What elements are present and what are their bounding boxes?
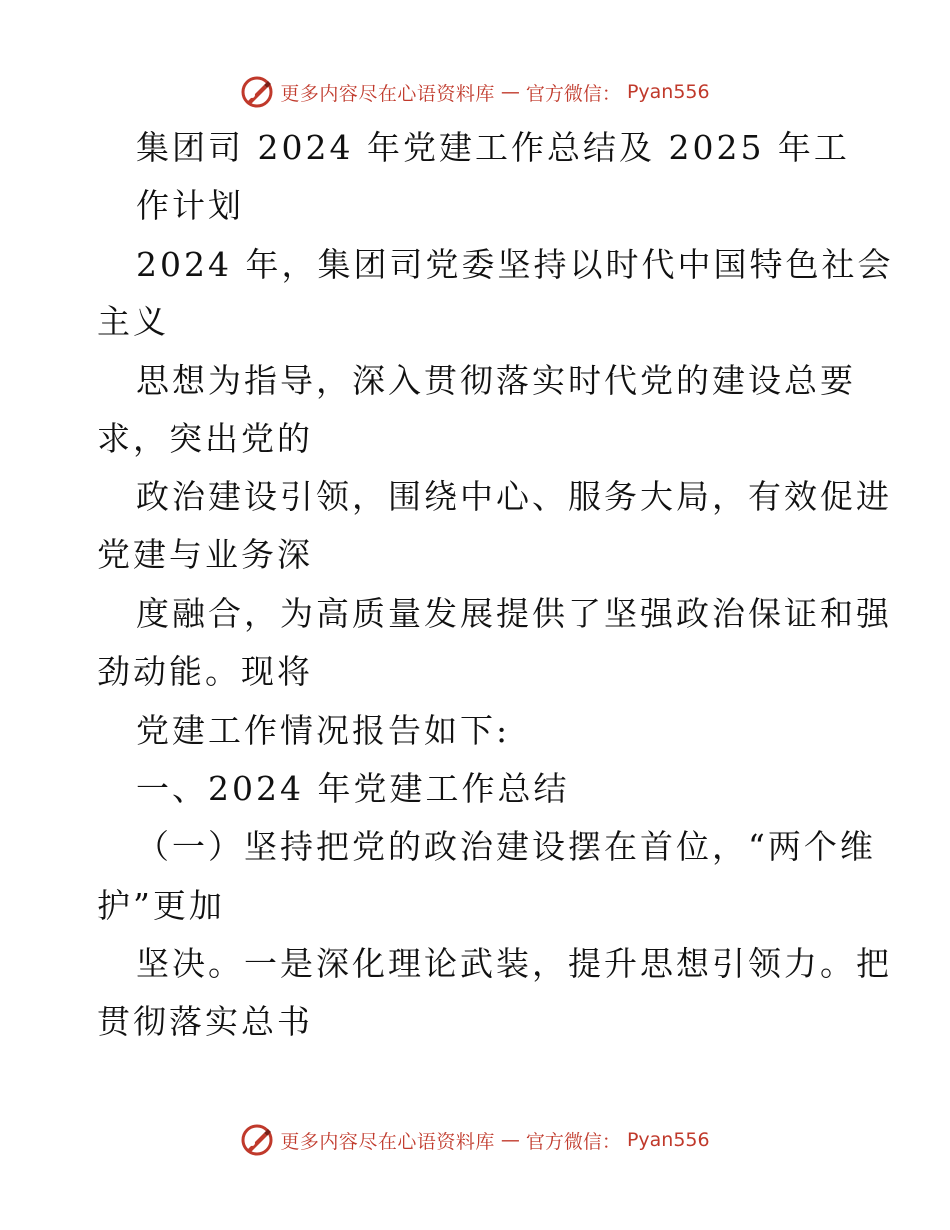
watermark-site-text: 更多内容尽在心语资料库 (280, 1130, 495, 1153)
body-line: 主义 (97, 302, 169, 341)
watermark-separator: — (500, 1129, 520, 1151)
body-line: 政治建设引领，围绕中心、服务大局，有效促进 (136, 477, 892, 516)
subsection-heading: （一）坚持把党的政治建设摆在首位，“两个维 (136, 827, 876, 866)
watermark-wechat-label: 官方微信： (525, 82, 621, 105)
body-line: 求，突出党的 (97, 419, 313, 458)
body-line: 党建工作情况报告如下: (136, 711, 511, 750)
body-line: 思想为指导，深入贯彻落实时代党的建设总要 (136, 361, 856, 400)
body-line: 度融合，为高质量发展提供了坚强政治保证和强 (136, 594, 892, 633)
watermark-site-text: 更多内容尽在心语资料库 (280, 82, 495, 105)
watermark-separator: — (500, 81, 520, 103)
body-line: 2024 年，集团司党委坚持以时代中国特色社会 (136, 245, 894, 284)
watermark-wechat-id: Pyan556 (626, 1129, 710, 1151)
watermark-banner-bottom (0, 1118, 950, 1162)
body-line: 党建与业务深 (97, 535, 313, 574)
section-heading: 一、2024 年党建工作总结 (136, 769, 570, 808)
body-line: 护”更加 (97, 886, 225, 925)
body-line: 坚决。一是深化理论武装，提升思想引领力。把 (136, 944, 892, 983)
watermark-banner-top (0, 70, 950, 114)
document-title-line-2: 作计划 (136, 186, 244, 225)
watermark-wechat-id: Pyan556 (626, 81, 710, 103)
pen-logo-icon (240, 75, 274, 109)
watermark-wechat-label: 官方微信： (525, 1130, 621, 1153)
body-line: 劲动能。现将 (97, 652, 313, 691)
body-line: 贯彻落实总书 (97, 1002, 313, 1041)
document-title-line-1: 集团司 2024 年党建工作总结及 2025 年工 (136, 128, 850, 167)
pen-logo-icon (240, 1123, 274, 1157)
